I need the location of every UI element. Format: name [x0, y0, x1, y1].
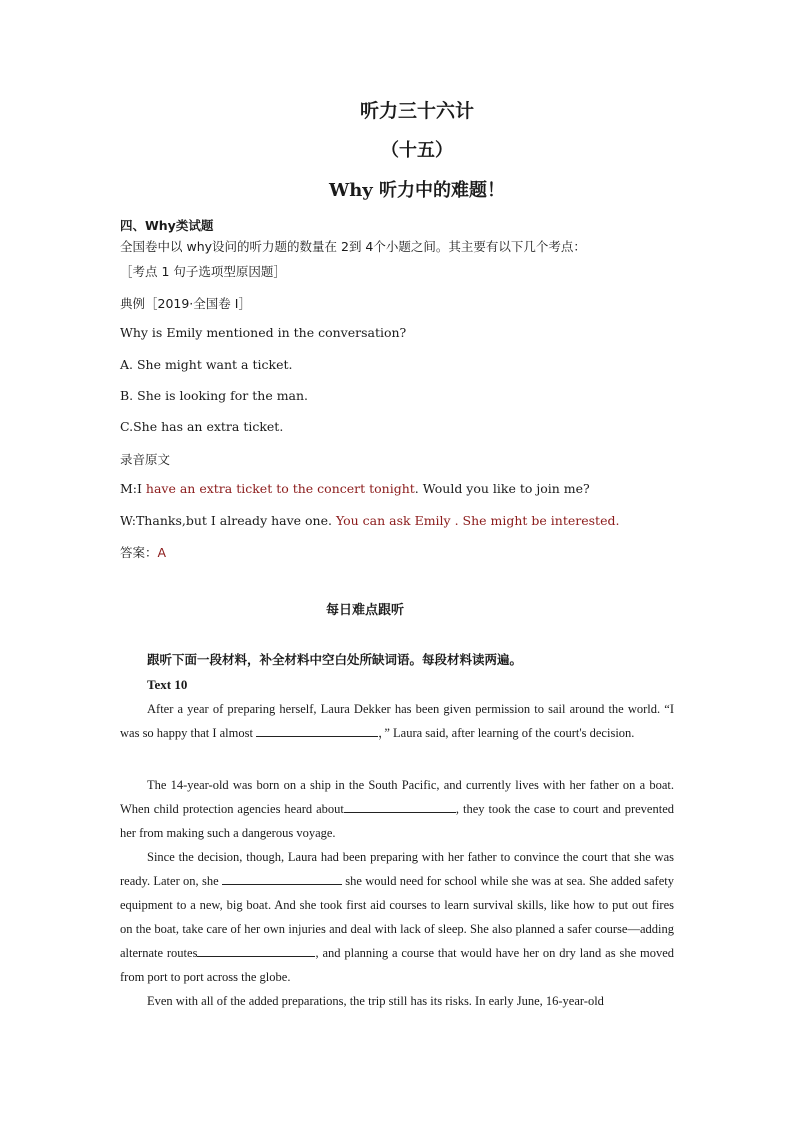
dialog-man-prefix: M:I: [120, 481, 146, 496]
page-subtitle: （十五）: [381, 140, 453, 161]
dialog-woman-highlight: You can ask Emily . She might be interested.: [335, 513, 620, 528]
section-heading: 四、Why类试题: [120, 218, 214, 233]
text-label: Text 10: [147, 677, 188, 692]
answer-value: A: [157, 545, 167, 560]
transcript-label: 录音原文: [120, 452, 171, 467]
answer-line: [120, 543, 166, 561]
paragraph-2-part-b: , they took the case to court and prevented her from making such a dangerous voyage.: [120, 802, 675, 840]
blank-2[interactable]: [344, 800, 456, 813]
question-text: Why is Emily mentioned in the conversation?: [120, 325, 407, 340]
paragraph-2: [120, 773, 674, 845]
example-label: 典例［2019·全国卷 I］: [120, 296, 251, 311]
exam-point: ［考点 1 句子选项型原因题］: [120, 264, 286, 279]
answer-label: 答案：: [120, 545, 158, 560]
blank-3[interactable]: [222, 872, 342, 885]
dialog-woman-prefix: W:Thanks,but I already have one.: [120, 513, 336, 528]
instruction-text: 跟听下面一段材料，补全材料中空白处所缺词语。每段材料读两遍。: [147, 652, 523, 667]
daily-title: 每日难点跟听: [325, 603, 404, 618]
option-b: B. She is looking for the man.: [120, 388, 309, 403]
blank-4[interactable]: [197, 944, 315, 957]
paragraph-1: [120, 697, 674, 745]
dialog-woman: [120, 513, 619, 528]
paragraph-1-part-a: After a year of preparing herself, Laura Dekker has been given permission to sail around the world. “I was so happy that I almost: [120, 702, 674, 740]
paragraph-2-part-a: The 14-year-old was born on a ship in the South Pacific, and currently lives with her father on a boat. When child protection agencies heard about: [120, 778, 674, 816]
paragraph-1-part-b: ，” Laura said, after learning of the court's decision.: [378, 726, 635, 740]
paragraph-3-part-b: she would need for school while she was at sea. She added safety equipment to a new, big boat. And she took first aid courses to learn survival skills, like how to put out fires on the boat, take care of her own injuries and deal with lack of sleep. She also planned a safer course—adding alternate routes: [120, 874, 674, 960]
dialog-man-highlight: have an extra ticket to the concert tonight: [145, 481, 415, 496]
paragraph-4: Even with all of the added preparations, the trip still has its risks. In early June, 16-year-old: [147, 994, 604, 1008]
dialog-man-suffix: . Would you like to join me?: [414, 481, 590, 496]
option-a: A. She might want a ticket.: [120, 357, 293, 372]
blank-1[interactable]: [256, 724, 378, 737]
intro-text: 全国卷中以 why设问的听力题的数量在 2到 4个小题之间。其主要有以下几个考点：: [120, 239, 586, 254]
paragraph-3-part-c: , and planning a course that would have her on dry land as she moved from port to port across the globe.: [120, 946, 675, 984]
option-c: C.She has an extra ticket.: [120, 419, 284, 434]
dialog-man: [120, 481, 590, 496]
page-title: 听力三十六计: [359, 100, 474, 122]
paragraph-3: [120, 845, 674, 989]
page-heading: Why 听力中的难题！: [328, 180, 506, 201]
paragraph-3-part-a: Since the decision, though, Laura had been preparing with her father to convince the court that she was ready. Later on, she: [120, 850, 674, 888]
